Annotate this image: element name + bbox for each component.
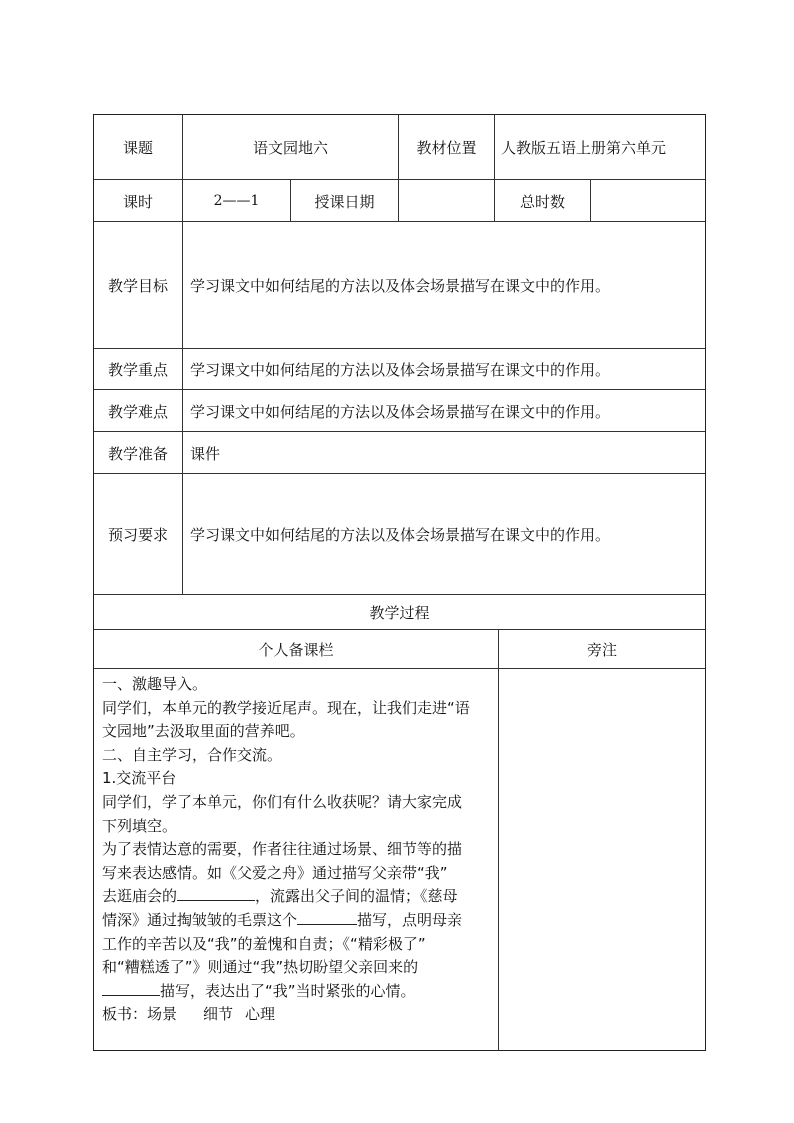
period-value: 2——1 bbox=[182, 180, 290, 222]
content-line: 和“糟糕透了”》则通过“我”热切盼望父亲回来的 bbox=[102, 958, 419, 977]
fill-blank bbox=[177, 886, 255, 901]
content-line: 一、激趣导入。 bbox=[102, 675, 208, 693]
content-line: 二、自主学习，合作交流。 bbox=[102, 745, 283, 764]
process-title: 教学过程 bbox=[369, 604, 430, 622]
row-preview bbox=[94, 473, 705, 595]
content-line: 下列填空。 bbox=[102, 816, 178, 835]
row-column-headers bbox=[94, 629, 705, 669]
content-line: 文园地”去汲取里面的营养吧。 bbox=[102, 722, 305, 741]
content-text: 去逛庙会的 bbox=[102, 887, 178, 906]
notes-column-header: 旁注 bbox=[498, 630, 705, 669]
content-line: 工作的辛苦以及“我”的羞愧和自责；《“精彩极了” bbox=[102, 934, 426, 953]
content-text: 描写，点明母亲 bbox=[357, 910, 463, 929]
date-value bbox=[398, 180, 494, 222]
preview-value: 学习课文中如何结尾的方法以及体会场景描写在课文中的作用。 bbox=[182, 474, 705, 595]
prep-value: 课件 bbox=[182, 432, 705, 474]
content-line: 同学们，学了本单元，你们有什么收获呢？请大家完成 bbox=[102, 792, 463, 811]
content-text: 描写，表达出了“我”当时紧张的心情。 bbox=[160, 981, 416, 1000]
side-notes-cell bbox=[498, 669, 705, 1050]
row-process-title bbox=[94, 594, 705, 630]
period-label: 课时 bbox=[122, 192, 153, 211]
board-label: 板书： bbox=[102, 1005, 148, 1024]
board-item: 细节 bbox=[203, 1005, 234, 1024]
objective-label: 教学目标 bbox=[107, 277, 168, 295]
lesson-plan-table bbox=[93, 114, 706, 1051]
key-label: 教学重点 bbox=[107, 361, 168, 379]
row-period bbox=[94, 179, 705, 222]
content-line: 1.交流平台 bbox=[102, 769, 177, 788]
content-text: ，流露出父子间的温情；《慈母 bbox=[255, 887, 458, 906]
material-value: 人教版五语上册第六单元 bbox=[494, 115, 705, 179]
content-text: 情深》通过掏皱皱的毛票这个 bbox=[102, 910, 298, 929]
row-key-points bbox=[94, 348, 705, 390]
prep-label: 教学准备 bbox=[107, 444, 168, 463]
content-line bbox=[102, 885, 492, 909]
board-line bbox=[102, 1003, 492, 1027]
content-line bbox=[102, 909, 492, 933]
content-line bbox=[102, 980, 492, 1004]
material-label: 教材位置 bbox=[398, 115, 494, 179]
row-content bbox=[94, 668, 705, 1050]
key-value: 学习课文中如何结尾的方法以及体会场景描写在课文中的作用。 bbox=[182, 349, 705, 390]
total-label: 总时数 bbox=[494, 180, 590, 222]
personal-column-header: 个人备课栏 bbox=[258, 641, 334, 659]
content-line: 同学们，本单元的教学接近尾声。现在，让我们走进“语 bbox=[102, 698, 470, 717]
difficulty-label: 教学难点 bbox=[107, 402, 168, 421]
difficulty-value: 学习课文中如何结尾的方法以及体会场景描写在课文中的作用。 bbox=[182, 390, 705, 432]
date-label: 授课日期 bbox=[290, 180, 398, 222]
lesson-content bbox=[94, 669, 498, 1050]
board-item: 场景 bbox=[147, 1005, 178, 1024]
board-item: 心理 bbox=[245, 1005, 276, 1024]
fill-blank bbox=[297, 910, 357, 925]
objective-value: 学习课文中如何结尾的方法以及体会场景描写在课文中的作用。 bbox=[182, 222, 705, 349]
row-preparation bbox=[94, 431, 705, 474]
fill-blank bbox=[102, 981, 160, 996]
row-difficulty bbox=[94, 389, 705, 432]
preview-label: 预习要求 bbox=[107, 526, 168, 544]
topic-label: 课题 bbox=[122, 138, 153, 157]
total-value bbox=[590, 180, 705, 222]
row-objective bbox=[94, 221, 705, 349]
content-line: 写来表达感情。如《父爱之舟》通过描写父亲带“我” bbox=[102, 863, 448, 882]
topic-value: 语文园地六 bbox=[182, 115, 398, 179]
row-topic bbox=[94, 115, 705, 179]
content-line: 为了表情达意的需要，作者往往通过场景、细节等的描 bbox=[102, 840, 463, 859]
